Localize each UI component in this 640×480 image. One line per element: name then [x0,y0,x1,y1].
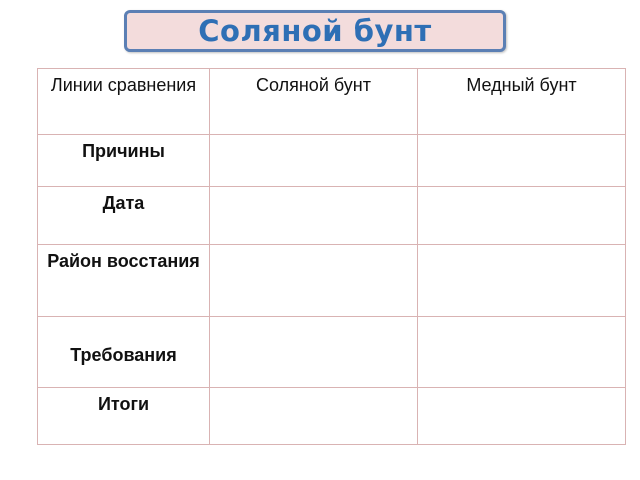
title-banner [124,10,506,52]
row-label: Район восстания [47,251,200,271]
header-cell [210,69,418,135]
row-label-cell [38,245,210,317]
table-cell [418,187,626,245]
row-label-cell [38,388,210,445]
table-row [38,317,626,388]
row-label: Дата [102,193,145,213]
table-cell [418,388,626,445]
row-label: Итоги [97,394,150,414]
page-title: Соляной бунт [198,14,432,48]
table-row [38,135,626,187]
header-cell [418,69,626,135]
table-row [38,388,626,445]
table-cell [210,245,418,317]
comparison-table [37,68,626,445]
row-label-cell [38,187,210,245]
column-header-comparison: Линии сравнения [50,75,197,95]
table-row [38,245,626,317]
table-cell [210,388,418,445]
table-cell [418,135,626,187]
table-header-row [38,69,626,135]
header-cell [38,69,210,135]
table-cell [418,317,626,388]
table-row [38,187,626,245]
column-header-salt-riot: Соляной бунт [256,75,371,95]
row-label-cell [38,317,210,388]
table-cell [210,135,418,187]
table-cell [418,245,626,317]
row-label: Причины [82,141,165,161]
column-header-copper-riot: Медный бунт [466,75,577,95]
row-label-cell [38,135,210,187]
table-cell [210,317,418,388]
table-cell [210,187,418,245]
row-label: Требования [70,345,177,365]
